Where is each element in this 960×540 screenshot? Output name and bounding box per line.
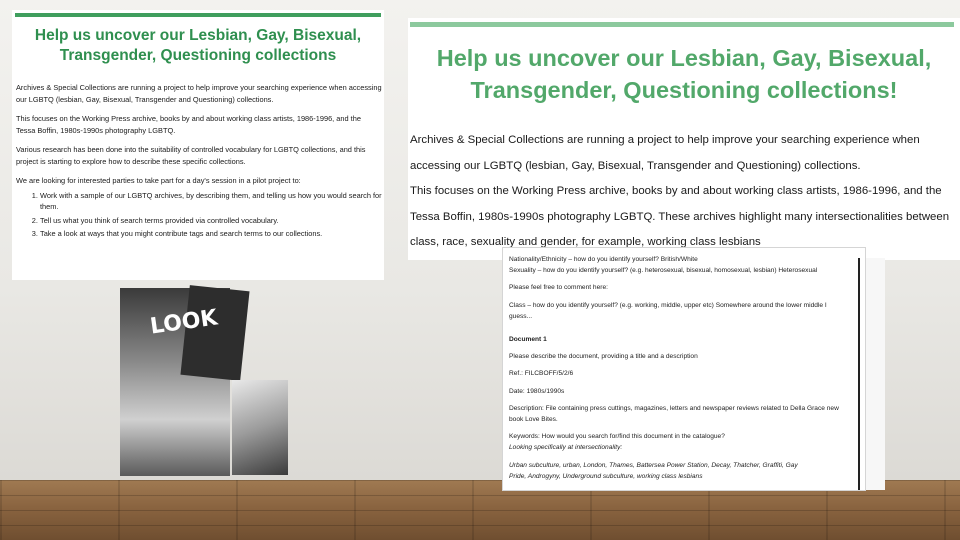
form-line: Looking specifically at intersectionality: bbox=[509, 444, 623, 452]
green-rule bbox=[15, 13, 381, 17]
photo-collage-print bbox=[232, 380, 288, 475]
left-paragraph: This focuses on the Working Press archive, books by and about working class artists, 1986-1996, and the Tessa Boffin, 1980s-1990s photography LGBTQ. bbox=[16, 114, 361, 135]
photo-sign-text: LOOK bbox=[148, 305, 220, 340]
form-line: Urban subculture, urban, London, Thames, Battersea Power Station, Decay, Thatcher, Graffiti, Gay bbox=[509, 461, 798, 469]
form-table-border bbox=[858, 258, 860, 490]
form-line: Description: File containing press cuttings, magazines, letters and newspaper reviews related to Della Grace new book Love Bites. bbox=[509, 404, 839, 424]
right-page-title: Help us uncover our Lesbian, Gay, Bisexual, Transgender, Questioning collections! bbox=[436, 45, 932, 103]
form-line: Please feel free to comment here: bbox=[509, 284, 608, 292]
list-item: 1. Work with a sample of our LGBTQ archives, by describing them, and telling us how you would search for them. bbox=[40, 190, 382, 213]
right-document-page bbox=[408, 18, 960, 260]
left-paragraph: We are looking for interested parties to take part for a day's session in a pilot project to: bbox=[16, 176, 301, 185]
form-line: Class – how do you identify yourself? (e.g. working, middle, upper etc) Somewhere around the lower middle I guess... bbox=[509, 301, 827, 320]
form-document bbox=[503, 248, 865, 490]
left-page-title: Help us uncover our Lesbian, Gay, Bisexual, Transgender, Questioning collections bbox=[34, 27, 362, 64]
right-page-body bbox=[410, 128, 958, 256]
right-paragraph: This focuses on the Working Press archive, books by and about working class artists, 1986-1996, and the Tessa Boffin, 1980s-1990s photography LGBTQ. These archives highlight many intersectionalities between class, race, sexuality and gender, for example, working class lesbians bbox=[410, 185, 950, 248]
left-paragraph: Various research has been done into the suitability of controlled vocabulary for LGBTQ collections, and this project is starting to explore how to describe these specific collections. bbox=[16, 145, 366, 166]
list-item: 2. Tell us what you think of search terms provided via controlled vocabulary. bbox=[40, 215, 382, 227]
form-line: Ref.: FILCBOFF/5/2/6 bbox=[509, 370, 574, 378]
form-line: Keywords: How would you search for/find this document in the catalogue? bbox=[509, 433, 725, 441]
form-body bbox=[509, 254, 849, 482]
form-side-strip bbox=[865, 258, 885, 490]
left-page-body bbox=[16, 82, 382, 242]
right-paragraph: Archives & Special Collections are running a project to help improve your searching experience when accessing our LGBTQ (lesbian, Gay, Bisexual, Transgender and Questioning) collections. bbox=[410, 134, 920, 172]
form-line: Please describe the document, providing a title and a description bbox=[509, 353, 698, 361]
form-line: Pride, Androgyny, Underground subculture, working class lesbians bbox=[509, 472, 703, 480]
form-line: Sexuality – how do you identify yourself? (e.g. heterosexual, bisexual, homosexual, lesbian) Heterosexual bbox=[509, 267, 818, 275]
left-document-page bbox=[12, 10, 384, 280]
left-paragraph: Archives & Special Collections are running a project to help improve your searching experience when accessing our LGBTQ (lesbian, Gay, Bisexual, Transgender and Questioning) collections. bbox=[16, 83, 382, 104]
form-line: Document 1 bbox=[509, 336, 547, 344]
form-line: Nationality/Ethnicity – how do you identify yourself? British/White bbox=[509, 256, 698, 263]
form-line: Date: 1980s/1990s bbox=[509, 387, 565, 395]
green-rule bbox=[410, 22, 954, 27]
list-item: 3. Take a look at ways that you might contribute tags and search terms to our collections. bbox=[40, 228, 382, 240]
left-page-list bbox=[16, 190, 382, 240]
